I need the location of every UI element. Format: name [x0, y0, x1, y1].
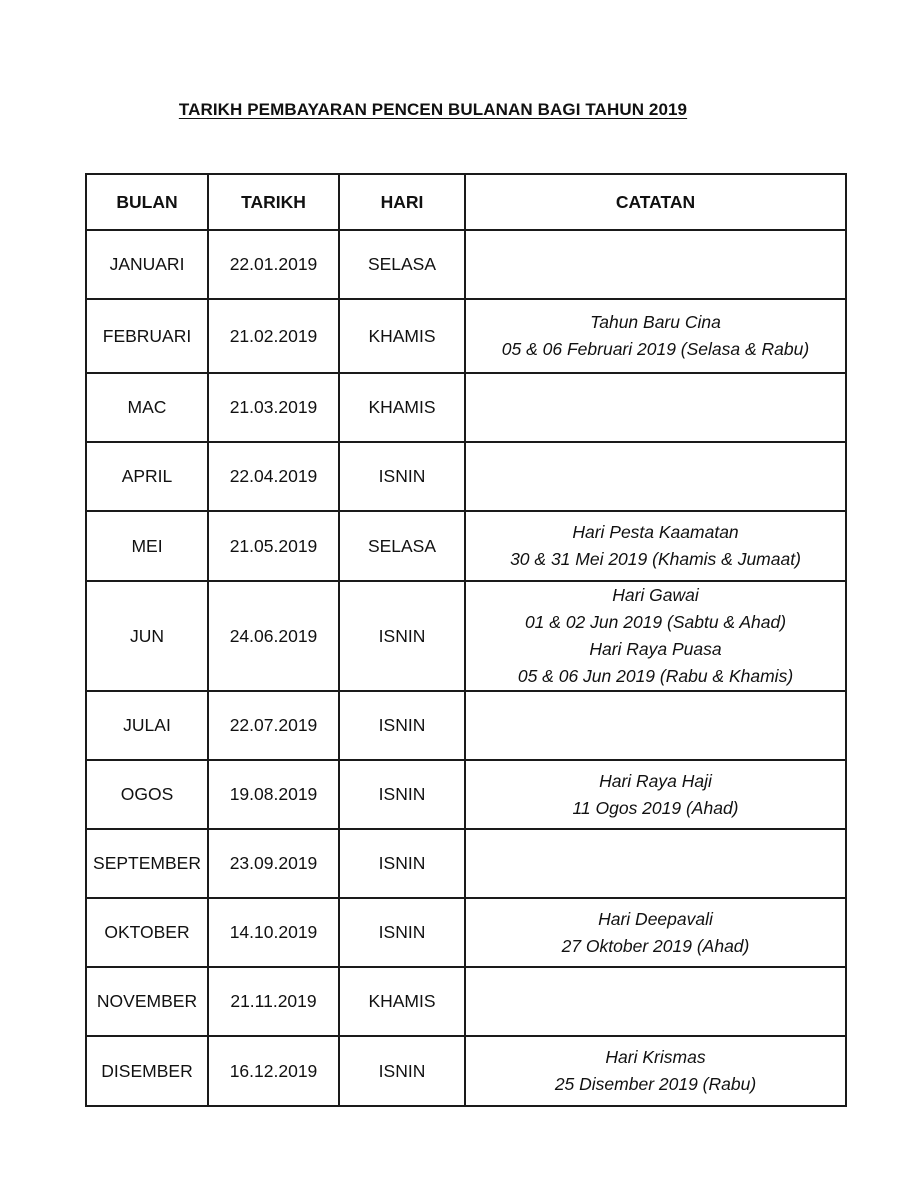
note-line: Hari Pesta Kaamatan: [572, 522, 739, 542]
date-cell: 21.05.2019: [208, 511, 339, 581]
date-cell: 21.03.2019: [208, 373, 339, 442]
note-cell: [465, 299, 846, 373]
month-cell: DISEMBER: [86, 1036, 208, 1106]
table-row: [86, 442, 846, 511]
note-line: 01 & 02 Jun 2019 (Sabtu & Ahad): [524, 612, 787, 632]
day-cell: ISNIN: [339, 581, 465, 691]
note-line: 27 Oktober 2019 (Ahad): [561, 935, 750, 956]
table-row: [86, 581, 846, 691]
note-line: Hari Raya Haji: [599, 770, 712, 791]
note-cell: [465, 760, 846, 829]
note-cell: [465, 967, 846, 1036]
note-cell: [465, 442, 846, 511]
table-body: [86, 230, 846, 1106]
note-line: Hari Gawai: [612, 585, 699, 605]
month-cell: JULAI: [86, 691, 208, 760]
page-title: TARIKH PEMBAYARAN PENCEN BULANAN BAGI TAHUN 2019: [178, 100, 688, 119]
date-cell: 23.09.2019: [208, 829, 339, 898]
day-cell: ISNIN: [339, 442, 465, 511]
month-cell: FEBRUARI: [86, 299, 208, 373]
day-cell: KHAMIS: [339, 299, 465, 373]
note-cell: [465, 829, 846, 898]
month-cell: APRIL: [86, 442, 208, 511]
date-cell: 22.01.2019: [208, 230, 339, 299]
note-cell: [465, 511, 846, 581]
note-cell: [465, 691, 846, 760]
header-day: HARI: [339, 174, 465, 230]
date-cell: 24.06.2019: [208, 581, 339, 691]
note-line: 25 Disember 2019 (Rabu): [554, 1074, 757, 1094]
date-cell: 21.11.2019: [208, 967, 339, 1036]
month-cell: SEPTEMBER: [86, 829, 208, 898]
day-cell: ISNIN: [339, 1036, 465, 1106]
month-cell: MAC: [86, 373, 208, 442]
date-cell: 16.12.2019: [208, 1036, 339, 1106]
month-cell: JUN: [86, 581, 208, 691]
date-cell: 19.08.2019: [208, 760, 339, 829]
table-row: [86, 511, 846, 581]
day-cell: KHAMIS: [339, 373, 465, 442]
month-cell: OKTOBER: [86, 898, 208, 967]
day-cell: ISNIN: [339, 760, 465, 829]
note-cell: [465, 898, 846, 967]
note-line: 30 & 31 Mei 2019 (Khamis & Jumaat): [510, 549, 801, 569]
note-line: 05 & 06 Februari 2019 (Selasa & Rabu): [501, 339, 810, 359]
note-line: 11 Ogos 2019 (Ahad): [572, 797, 739, 818]
table-row: [86, 1036, 846, 1106]
note-line: Tahun Baru Cina: [590, 312, 721, 332]
note-line: Hari Krismas: [605, 1047, 706, 1067]
day-cell: SELASA: [339, 230, 465, 299]
note-line: Hari Raya Puasa: [589, 639, 722, 659]
note-cell: [465, 1036, 846, 1106]
header-date: TARIKH: [208, 174, 339, 230]
note-cell: [465, 373, 846, 442]
day-cell: ISNIN: [339, 691, 465, 760]
pension-schedule-table: [85, 173, 847, 1107]
note-line: 05 & 06 Jun 2019 (Rabu & Khamis): [517, 666, 794, 686]
table-row: [86, 691, 846, 760]
table-row: [86, 898, 846, 967]
day-cell: SELASA: [339, 511, 465, 581]
date-cell: 14.10.2019: [208, 898, 339, 967]
table-row: [86, 829, 846, 898]
table-row: [86, 373, 846, 442]
day-cell: KHAMIS: [339, 967, 465, 1036]
table-header-row: [86, 174, 846, 230]
table-row: [86, 967, 846, 1036]
month-cell: OGOS: [86, 760, 208, 829]
month-cell: NOVEMBER: [86, 967, 208, 1036]
header-note: CATATAN: [465, 174, 846, 230]
date-cell: 21.02.2019: [208, 299, 339, 373]
table-row: [86, 760, 846, 829]
table-row: [86, 299, 846, 373]
note-cell: [465, 230, 846, 299]
day-cell: ISNIN: [339, 829, 465, 898]
month-cell: JANUARI: [86, 230, 208, 299]
table-row: [86, 230, 846, 299]
note-line: Hari Deepavali: [598, 908, 713, 929]
note-cell: [465, 581, 846, 691]
header-month: BULAN: [86, 174, 208, 230]
date-cell: 22.04.2019: [208, 442, 339, 511]
month-cell: MEI: [86, 511, 208, 581]
day-cell: ISNIN: [339, 898, 465, 967]
date-cell: 22.07.2019: [208, 691, 339, 760]
